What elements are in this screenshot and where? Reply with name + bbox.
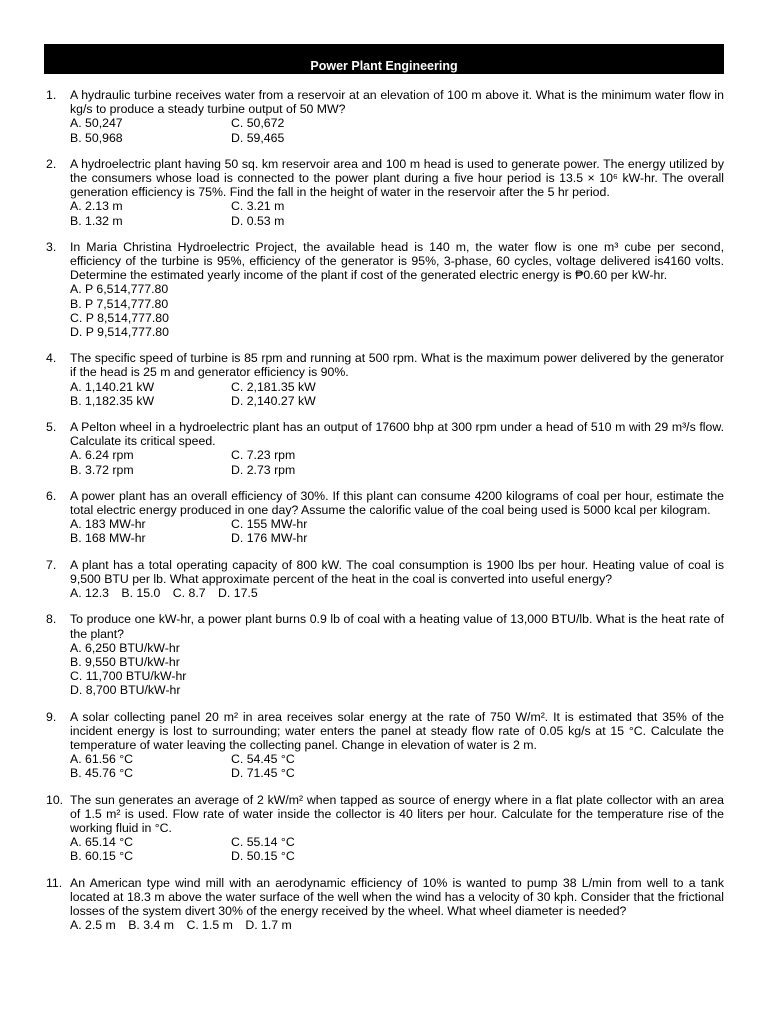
- answer-option: D. 8,700 BTU/kW-hr: [70, 683, 181, 698]
- answer-option: B. 3.4 m: [128, 918, 175, 933]
- answer-options: [70, 918, 724, 932]
- answer-options: [70, 517, 724, 545]
- question-number: 8.: [46, 612, 57, 627]
- answer-option: A. 1,140.21 kW: [70, 379, 155, 394]
- answer-option: D. 1.7 m: [245, 918, 292, 933]
- question-item: [44, 793, 724, 864]
- question-text: A Pelton wheel in a hydroelectric plant has an output of 17600 bhp at 300 rpm under a head of 510 m with 29 m³/s flow. Calculate its critical speed.: [70, 420, 724, 449]
- question-number: 7.: [46, 557, 57, 572]
- question-number: 10.: [46, 792, 64, 807]
- answer-option: B. 45.76 °C: [70, 766, 134, 781]
- answer-option: A. 2.5 m: [70, 918, 116, 933]
- answer-option: A. 12.3: [70, 586, 109, 601]
- question-text: A hydroelectric plant having 50 sq. km reservoir area and 100 m head is used to generate power. The energy utilized by the consumers whose load is connected to the power plant during a five hour period is 13.5 × 10⁶ kW-hr. The overall generation efficiency is 75%. Find the fall in the height of water in the reservoir after the 5 hr period.: [70, 156, 724, 200]
- question-number: 4.: [46, 351, 57, 366]
- question-text: A power plant has an overall efficiency of 30%. If this plant can consume 4200 kilograms of coal per hour, estimate the total electric energy produced in one day? Assume the calorific value of the coal being used is 5000 kcal per kilogram.: [70, 488, 724, 518]
- question-text: In Maria Christina Hydroelectric Project, the available head is 140 m, the water flow is one m³ cube per second, efficiency of the turbine is 95%, efficiency of the generator is 95%, 3-phase, 60 cycles, voltage delivered is4160 volts. Determine the estimated yearly income of the plant if cost of the generated electric energy is ₱0.60 per kW-hr.: [70, 239, 724, 283]
- page-title: Power Plant Engineering: [44, 44, 724, 74]
- question-text: The specific speed of turbine is 85 rpm and running at 500 rpm. What is the maximum power delivered by the generator if the head is 25 m and generator efficiency is 90%.: [70, 351, 724, 380]
- answer-option: D. 2.73 rpm: [231, 462, 296, 477]
- answer-option: C. 1.5 m: [186, 918, 233, 933]
- question-number: 11.: [46, 875, 63, 890]
- question-item: [44, 157, 724, 228]
- question-item: [44, 88, 724, 145]
- answer-option: D. P 9,514,777.80: [70, 325, 169, 340]
- answer-option: C. 7.23 rpm: [231, 448, 296, 463]
- question-number: 3.: [46, 239, 57, 254]
- answer-option: C. 54.45 °C: [231, 752, 295, 767]
- answer-option: C. P 8,514,777.80: [70, 310, 169, 325]
- question-number: 9.: [46, 709, 57, 724]
- question-item: [44, 558, 724, 601]
- answer-options: [70, 752, 724, 780]
- question-text: To produce one kW-hr, a power plant burns 0.9 lb of coal with a heating value of 13,000 BTU/lb. What is the heat rate of the plant?: [70, 612, 724, 641]
- answer-option: C. 2,181.35 kW: [231, 379, 316, 394]
- answer-option: D. 0.53 m: [231, 213, 285, 228]
- answer-option: B. 3.72 rpm: [70, 462, 134, 477]
- answer-option: B. 1.32 m: [70, 213, 123, 228]
- answer-option: D. 2,140.27 kW: [231, 393, 316, 408]
- answer-option: A. 2.13 m: [70, 199, 123, 214]
- answer-option: C. 11,700 BTU/kW-hr: [70, 669, 187, 684]
- answer-option: A. 6,250 BTU/kW-hr: [70, 640, 180, 655]
- answer-option: C. 155 MW-hr: [231, 517, 308, 532]
- answer-option: A. 50,247: [70, 116, 123, 131]
- answer-option: D. 176 MW-hr: [231, 531, 308, 546]
- answer-option: A. 183 MW-hr: [70, 517, 146, 532]
- question-item: [44, 876, 724, 933]
- answer-option: D. 71.45 °C: [231, 766, 295, 781]
- document-page: [44, 44, 724, 932]
- answer-option: C. 55.14 °C: [231, 835, 295, 850]
- answer-options: [70, 641, 724, 698]
- answer-options: [70, 282, 724, 339]
- answer-option: B. 168 MW-hr: [70, 531, 146, 546]
- question-number: 2.: [46, 156, 57, 171]
- question-item: [44, 489, 724, 546]
- answer-option: C. 50,672: [231, 116, 285, 131]
- question-number: 1.: [46, 88, 57, 102]
- question-item: [44, 612, 724, 697]
- question-text: An American type wind mill with an aerodynamic efficiency of 10% is wanted to pump 38 L/min from well to a tank located at 18.3 m above the water surface of the well when the wind has a velocity of 30 kph. Consider that the frictional losses of the system divert 30% of the energy received by the wheel. What wheel diameter is needed?: [70, 875, 724, 918]
- question-text: A hydraulic turbine receives water from a reservoir at an elevation of 100 m above it. What is the minimum water flow in kg/s to produce a steady turbine output of 50 MW?: [70, 88, 724, 117]
- answer-option: C. 8.7: [172, 586, 206, 601]
- question-number: 5.: [46, 420, 57, 435]
- answer-option: B. 15.0: [121, 586, 161, 601]
- answer-option: B. P 7,514,777.80: [70, 296, 169, 311]
- answer-options: [70, 116, 724, 144]
- answer-option: B. 50,968: [70, 130, 123, 145]
- answer-option: A. 61.56 °C: [70, 752, 134, 767]
- answer-option: D. 59,465: [231, 130, 285, 145]
- answer-option: A. P 6,514,777.80: [70, 282, 169, 297]
- question-item: [44, 710, 724, 781]
- answer-options: [70, 448, 724, 476]
- answer-option: B. 1,182.35 kW: [70, 393, 155, 408]
- answer-options: [70, 586, 724, 600]
- answer-option: B. 60.15 °C: [70, 849, 134, 864]
- question-text: A plant has a total operating capacity of 800 kW. The coal consumption is 1900 lbs per hour. Heating value of coal is 9,500 BTU per lb. What approximate percent of the heat in the coal is converted into useful energy?: [70, 557, 724, 586]
- answer-option: C. 3.21 m: [231, 199, 285, 214]
- answer-option: D. 17.5: [218, 586, 258, 601]
- answer-option: B. 9,550 BTU/kW-hr: [70, 654, 180, 669]
- answer-options: [70, 835, 724, 863]
- answer-options: [70, 380, 724, 408]
- question-number: 6.: [46, 488, 57, 503]
- answer-option: A. 65.14 °C: [70, 835, 134, 850]
- question-item: [44, 351, 724, 408]
- question-item: [44, 420, 724, 477]
- question-text: A solar collecting panel 20 m² in area receives solar energy at the rate of 750 W/m². It is estimated that 35% of the incident energy is lost to surrounding; water enters the panel at steady flow rate of 0.05 kg/s at 15 °C. Calculate the temperature of water leaving the collecting panel. Change in elevation of water is 2 m.: [70, 709, 724, 752]
- answer-options: [70, 199, 724, 227]
- question-text: The sun generates an average of 2 kW/m² when tapped as source of energy where in a flat plate collector with an area of 1.5 m² is used. Flow rate of water inside the collector is 40 liters per hour. Calculate for the temperature rise of the working fluid in °C.: [70, 792, 724, 835]
- answer-option: D. 50.15 °C: [231, 849, 295, 864]
- question-item: [44, 240, 724, 339]
- answer-option: A. 6.24 rpm: [70, 448, 134, 463]
